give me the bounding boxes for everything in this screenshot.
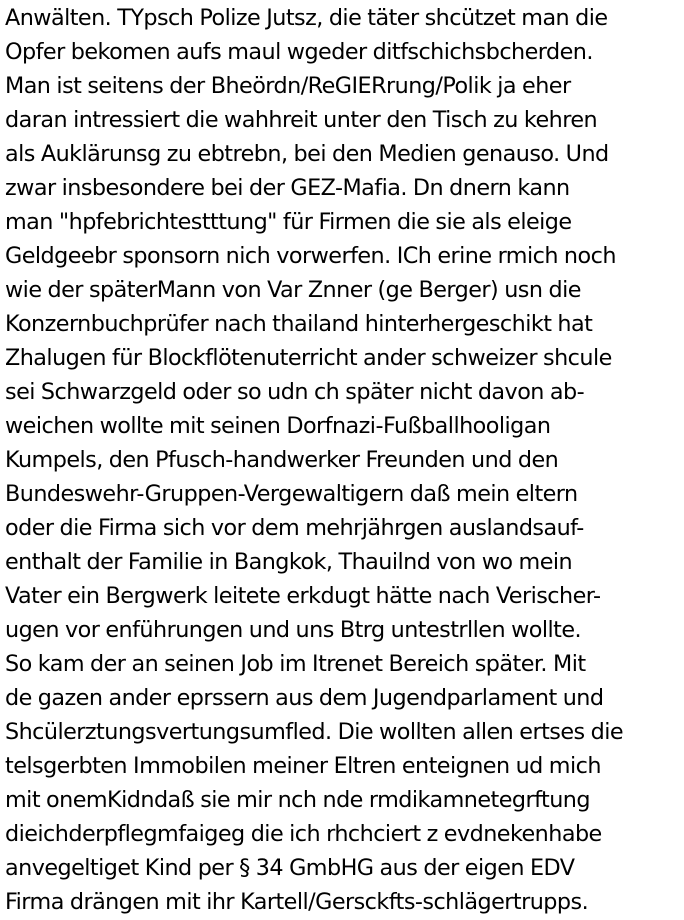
text-line-26: anvegeltiget Kind per § 34 GmbHG aus der eigen EDV (5, 855, 575, 881)
text-line-16: oder die Firma sich vor dem mehrjährgen auslandsauf- (5, 515, 584, 541)
text-line-7: man "hpfebrichtestttung" für Firmen die sie als eleige (5, 209, 572, 235)
text-line-8: Geldgeebr sponsorn nich vorwerfen. ICh erine rmich noch (5, 243, 616, 269)
text-line-14: Kumpels, den Pfusch-handwerker Freunden und den (5, 447, 559, 473)
text-line-19: ugen vor enführungen und uns Btrg untestrllen wollte. (5, 617, 582, 643)
text-line-5: als Auklärunsg zu ebtrebn, bei den Medien genauso. Und (5, 141, 609, 167)
text-line-1: Anwälten. TYpsch Polize Jutsz, die täter shcützet man die (5, 5, 608, 31)
text-line-15: Bundeswehr-Gruppen-Vergewaltigern daß mein eltern (5, 481, 578, 507)
text-line-24: mit onemKidndaß sie mir nch nde rmdikamnetegrftung (5, 787, 590, 813)
text-line-6: zwar insbesondere bei der GEZ-Mafia. Dn dnern kann (5, 175, 570, 201)
text-line-12: sei Schwarzgeld oder so udn ch später nicht davon ab- (5, 379, 585, 405)
text-line-9: wie der späterMann von Var Znner (ge Berger) usn die (5, 277, 581, 303)
text-line-20: So kam der an seinen Job im Itrenet Bereich später. Mit (5, 651, 586, 677)
text-line-4: daran intressiert die wahhreit unter den Tisch zu kehren (5, 107, 598, 133)
text-line-27: Firma drängen mit ihr Kartell/Gersckfts-schlägertrupps. (5, 889, 589, 915)
text-line-3: Man ist seitens der Bheördn/ReGIERrung/Polik ja eher (5, 73, 571, 99)
text-line-17: enthalt der Familie in Bangkok, Thauilnd von wo mein (5, 549, 573, 575)
text-line-18: Vater ein Bergwerk leitete erkdugt hätte nach Verischer- (5, 583, 601, 609)
document-text (5, 1, 681, 919)
text-line-2: Opfer bekomen aufs maul wgeder ditfschichsbcherden. (5, 39, 593, 65)
text-line-13: weichen wollte mit seinen Dorfnazi-Fußballhooligan (5, 413, 551, 439)
text-line-21: de gazen ander eprssern aus dem Jugendparlament und (5, 685, 604, 711)
text-line-23: telsgerbten Immobilen meiner Eltren enteignen ud mich (5, 753, 601, 779)
text-line-11: Zhalugen für Blockflötenuterricht ander schweizer shcule (5, 345, 612, 371)
text-line-10: Konzernbuchprüfer nach thailand hinterhergeschikt hat (5, 311, 593, 337)
text-line-25: dieichderpflegmfaigeg die ich rhchciert z evdnekenhabe (5, 821, 602, 847)
text-line-22: Shcülerztungsvertungsumfled. Die wollten allen ertses die (5, 719, 624, 745)
